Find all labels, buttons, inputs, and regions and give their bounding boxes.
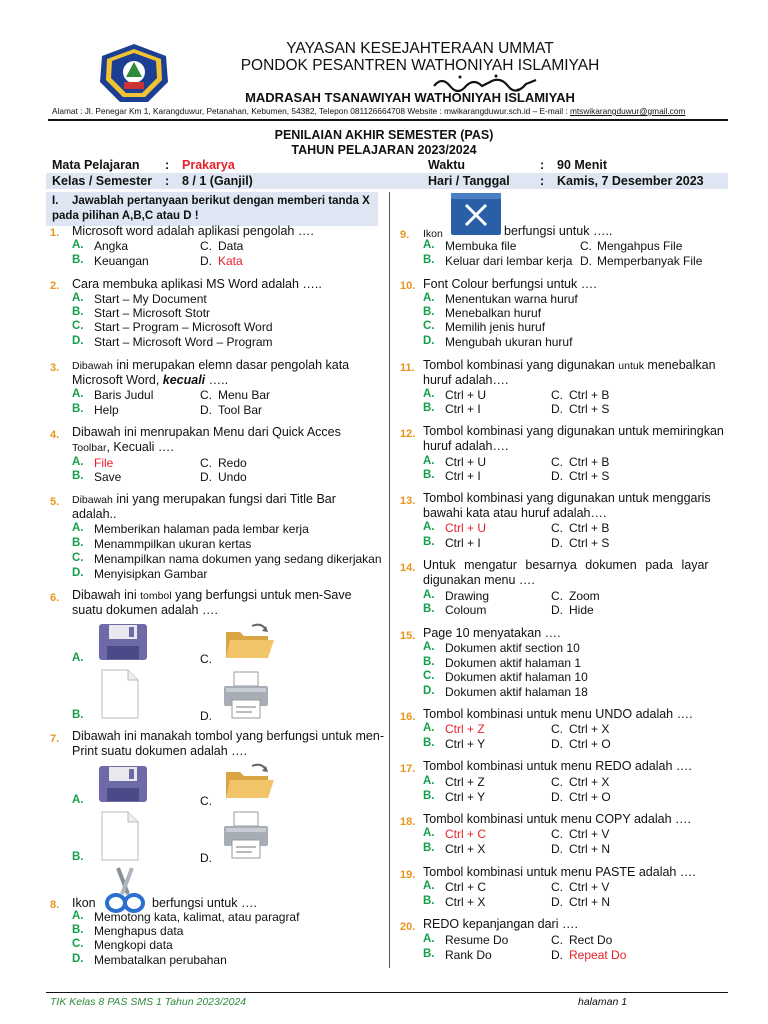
option-letter: D.: [200, 709, 212, 723]
option-c[interactable]: Mengahpus File: [597, 239, 683, 253]
option-c[interactable]: Redo: [218, 456, 247, 470]
option-letter: B.: [72, 924, 84, 936]
option-letter: B.: [72, 470, 84, 482]
option-d[interactable]: Ctrl + O: [569, 737, 611, 751]
time-value: 90 Menit: [557, 158, 608, 172]
option-letter: A.: [72, 456, 84, 468]
option-letter: D.: [72, 567, 84, 579]
option-a[interactable]: Drawing: [445, 589, 490, 603]
option-letter: B.: [72, 254, 84, 266]
option-b[interactable]: Menghapus data: [94, 924, 184, 938]
option-c[interactable]: Rect Do: [569, 933, 613, 947]
option-letter: D.: [551, 895, 563, 909]
option-c[interactable]: Mengkopi data: [94, 938, 173, 952]
question-text-2: berfungsi untuk …..: [504, 224, 613, 238]
option-a[interactable]: Start – My Document: [94, 292, 207, 306]
option-letter: B.: [72, 851, 84, 863]
option-letter: A.: [72, 239, 84, 251]
option-letter: D.: [580, 254, 592, 268]
option-letter: D.: [200, 470, 212, 484]
option-letter: C.: [551, 521, 563, 535]
option-letter: A.: [423, 292, 435, 304]
option-a[interactable]: Baris Judul: [94, 388, 154, 402]
option-letter: D.: [423, 685, 435, 697]
option-b[interactable]: Ctrl + Y: [445, 737, 486, 751]
option-a[interactable]: Resume Do: [445, 933, 509, 947]
option-letter: D.: [551, 790, 563, 804]
option-c[interactable]: Data: [218, 239, 244, 253]
option-letter: C.: [551, 589, 563, 603]
question-number: 3.: [50, 362, 60, 374]
option-letter: A.: [72, 794, 84, 806]
option-a[interactable]: Ctrl + U: [445, 521, 487, 535]
foundation-name: YAYASAN KESEJAHTERAAN UMMAT: [286, 40, 554, 57]
question-text-2: digunakan menu ….: [423, 573, 535, 587]
option-a[interactable]: Ctrl + C: [445, 827, 487, 841]
instruction-line-2: pada pilihan A,B,C atau D !: [52, 210, 199, 222]
option-letter: B.: [72, 537, 84, 549]
footer-page-number: halaman 1: [578, 996, 628, 1008]
question-text: Dibawah ini yang merupakan fungsi dari Title Bar: [72, 492, 336, 506]
question-text: Tombol kombinasi yang digunakan untuk menebalkan: [423, 358, 716, 372]
option-letter: C.: [551, 827, 563, 841]
time-label: Waktu: [428, 158, 466, 172]
question-text: Cara membuka aplikasi MS Word adalah …..: [72, 277, 322, 291]
question-text: Tombol kombinasi yang digunakan untuk memiringkan: [423, 424, 724, 438]
option-d[interactable]: Start – Microsoft Word – Program: [94, 335, 273, 349]
option-c[interactable]: Menampilkan nama dokumen yang sedang dikerjakan: [94, 552, 382, 566]
option-letter: C.: [200, 388, 212, 402]
option-letter: C.: [551, 455, 563, 469]
question-text-2: Toolbar, Kecuali ….: [72, 440, 174, 454]
option-d[interactable]: Ctrl + S: [569, 469, 610, 483]
date-colon: :: [540, 174, 545, 188]
question-number: 16.: [400, 711, 416, 723]
option-letter: A.: [423, 880, 435, 892]
option-letter: C.: [551, 722, 563, 736]
option-letter: A.: [423, 933, 435, 945]
question-number: 6.: [50, 592, 60, 604]
option-letter: B.: [423, 656, 435, 668]
option-d[interactable]: Kata: [218, 254, 243, 268]
option-letter: B.: [423, 790, 435, 802]
question-number: 9.: [400, 229, 410, 241]
option-letter: A.: [423, 827, 435, 839]
option-letter: B.: [423, 603, 435, 615]
option-letter: B.: [72, 306, 84, 318]
email-link[interactable]: mtswikarangduwur@gmail.com: [569, 106, 686, 116]
question-text: Ikon: [72, 896, 96, 910]
option-b[interactable]: Keluar dari lembar kerja: [445, 254, 573, 268]
open-folder-icon[interactable]: [222, 760, 276, 802]
question-text: Ikon: [423, 228, 443, 240]
option-c[interactable]: Menu Bar: [218, 388, 271, 402]
option-c[interactable]: Ctrl + X: [569, 775, 610, 789]
option-a[interactable]: Ctrl + C: [445, 880, 487, 894]
question-text: Dibawah ini merupakan elemn dasar pengolah kata: [72, 358, 350, 372]
question-text-2: huruf adalah….: [423, 373, 509, 387]
question-text-2: bawahi kata atau huruf adalah….: [423, 506, 607, 520]
floppy-disk-icon[interactable]: [97, 764, 149, 804]
subject-value: Prakarya: [182, 158, 235, 172]
option-d[interactable]: Ctrl + S: [569, 402, 610, 416]
option-c[interactable]: Zoom: [569, 589, 600, 603]
date-label: Hari / Tanggal: [428, 174, 510, 188]
option-letter: C.: [72, 320, 84, 332]
option-d[interactable]: Hide: [569, 603, 594, 617]
question-number: 2.: [50, 280, 60, 292]
option-b[interactable]: Coloum: [445, 603, 487, 617]
option-d[interactable]: Menyisipkan Gambar: [94, 567, 208, 581]
option-letter: A.: [423, 239, 435, 251]
option-letter: D.: [200, 851, 212, 865]
option-a[interactable]: Angka: [94, 239, 129, 253]
option-letter: B.: [423, 402, 435, 414]
question-number: 18.: [400, 816, 416, 828]
exam-year: TAHUN PELAJARAN 2023/2024: [291, 143, 477, 157]
option-a[interactable]: File: [94, 456, 114, 470]
date-value: Kamis, 7 Desember 2023: [557, 174, 704, 188]
option-a[interactable]: Memotong kata, kalimat, atau paragraf: [94, 910, 300, 924]
question-text: Dibawah ini manakah tombol yang berfungsi untuk men-: [72, 729, 384, 743]
option-letter: A.: [423, 388, 435, 400]
option-b[interactable]: Ctrl + Y: [445, 790, 486, 804]
option-c[interactable]: Start – Program – Microsoft Word: [94, 320, 273, 334]
option-letter: D.: [423, 335, 435, 347]
subject-colon: :: [165, 158, 170, 172]
option-a[interactable]: Dokumen aktif section 10: [445, 641, 580, 655]
option-letter: A.: [423, 521, 435, 533]
option-c[interactable]: Ctrl + B: [569, 388, 610, 402]
option-letter: A.: [423, 722, 435, 734]
class-value: 8 / 1 (Ganjil): [182, 174, 253, 188]
option-a[interactable]: Menentukan warna huruf: [445, 292, 578, 306]
option-d[interactable]: Ctrl + N: [569, 895, 611, 909]
option-b[interactable]: Menebalkan huruf: [445, 306, 542, 320]
question-text: Tombol kombinasi untuk menu REDO adalah ….: [423, 759, 692, 773]
option-letter: D.: [551, 948, 563, 962]
option-b[interactable]: Ctrl + X: [445, 842, 486, 856]
option-b[interactable]: Dokumen aktif halaman 1: [445, 656, 582, 670]
question-number: 20.: [400, 921, 416, 933]
school-address: Alamat : Jl. Penegar Km 1, Karangduwur, Petanahan, Kebumen, 54382, Telepon 081126664708 Website : mwikarangduwur.sch.id – E-mail : mtswikarangduwur@gmail.com: [52, 106, 686, 116]
option-letter: C.: [200, 239, 212, 253]
option-b[interactable]: Ctrl + I: [445, 536, 481, 550]
option-letter: C.: [551, 880, 563, 894]
question-number: 17.: [400, 763, 416, 775]
question-text-2: Microsoft Word, kecuali …..: [72, 373, 229, 387]
madrasah-name: MADRASAH TSANAWIYAH WATHONIYAH ISLAMIYAH: [245, 90, 575, 105]
option-letter: B.: [423, 737, 435, 749]
question-text: Tombol kombinasi untuk menu PASTE adalah ….: [423, 865, 696, 879]
header-divider: [48, 119, 728, 121]
footer-divider: [46, 992, 728, 993]
instruction-line-1: Jawablah pertanyaan berikut dengan memberi tanda X: [72, 195, 370, 207]
option-letter: A.: [72, 910, 84, 922]
question-number: 10.: [400, 280, 416, 292]
option-letter: C.: [72, 552, 84, 564]
question-text-2: berfungsi untuk ….: [152, 896, 257, 910]
question-text: REDO kepanjangan dari ….: [423, 917, 578, 931]
question-text: Dibawah ini tombol yang berfungsi untuk men-Save: [72, 588, 352, 602]
option-letter: A.: [423, 641, 435, 653]
option-letter: C.: [551, 388, 563, 402]
option-d[interactable]: Mengubah ukuran huruf: [445, 335, 573, 349]
option-a[interactable]: Ctrl + Z: [445, 722, 485, 736]
option-a[interactable]: Ctrl + Z: [445, 775, 485, 789]
option-letter: B.: [423, 469, 435, 481]
option-c[interactable]: Memilih jenis huruf: [445, 320, 546, 334]
question-number: 14.: [400, 562, 416, 574]
option-b[interactable]: Rank Do: [445, 948, 492, 962]
option-d[interactable]: Memperbanyak File: [597, 254, 703, 268]
option-letter: A.: [423, 455, 435, 467]
question-number: 19.: [400, 869, 416, 881]
option-d[interactable]: Dokumen aktif halaman 18: [445, 685, 588, 699]
class-colon: :: [165, 174, 170, 188]
option-letter: D.: [200, 254, 212, 268]
option-letter: C.: [580, 239, 592, 253]
question-text: Page 10 menyatakan ….: [423, 626, 561, 640]
section-number: I.: [52, 195, 59, 207]
option-c[interactable]: Ctrl + B: [569, 455, 610, 469]
option-letter: D.: [200, 403, 212, 417]
question-text: Font Colour berfungsi untuk ….: [423, 277, 597, 291]
question-text-2: adalah..: [72, 507, 117, 521]
question-text: Dibawah ini menrupakan Menu dari Quick Acces: [72, 425, 341, 439]
option-b[interactable]: Help: [94, 403, 119, 417]
question-text: Tombol kombinasi yang digunakan untuk menggaris: [423, 491, 711, 505]
option-letter: D.: [551, 842, 563, 856]
arabic-calligraphy-icon: [430, 72, 540, 92]
printer-icon[interactable]: [222, 810, 270, 860]
option-letter: C.: [423, 670, 435, 682]
question-number: 12.: [400, 428, 416, 440]
option-letter: A.: [72, 292, 84, 304]
option-c[interactable]: Ctrl + B: [569, 521, 610, 535]
time-colon: :: [540, 158, 545, 172]
option-b[interactable]: Start – Microsoft Stotr: [94, 306, 211, 320]
option-letter: D.: [551, 402, 563, 416]
option-b[interactable]: Keuangan: [94, 254, 149, 268]
option-d[interactable]: Tool Bar: [218, 403, 263, 417]
option-a[interactable]: Ctrl + U: [445, 388, 487, 402]
option-b[interactable]: Ctrl + I: [445, 469, 481, 483]
option-b[interactable]: Ctrl + I: [445, 402, 481, 416]
open-folder-icon[interactable]: [222, 620, 276, 662]
option-letter: D.: [72, 953, 84, 965]
printer-icon[interactable]: [222, 670, 270, 720]
option-letter: B.: [423, 895, 435, 907]
option-letter: B.: [423, 536, 435, 548]
option-a[interactable]: Membuka file: [445, 239, 517, 253]
option-d[interactable]: Repeat Do: [569, 948, 627, 962]
question-text-2: huruf adalah….: [423, 439, 509, 453]
option-letter: D.: [551, 536, 563, 550]
option-letter: A.: [72, 652, 84, 664]
class-label: Kelas / Semester: [52, 174, 153, 188]
option-letter: B.: [72, 403, 84, 415]
option-letter: A.: [72, 388, 84, 400]
option-letter: B.: [423, 306, 435, 318]
question-number: 7.: [50, 733, 60, 745]
floppy-disk-icon[interactable]: [97, 622, 149, 662]
option-a[interactable]: Memberikan halaman pada lembar kerja: [94, 522, 309, 536]
option-letter: B.: [423, 842, 435, 854]
option-d[interactable]: Undo: [218, 470, 247, 484]
option-letter: C.: [200, 456, 212, 470]
question-number: 4.: [50, 429, 60, 441]
option-b[interactable]: Save: [94, 470, 122, 484]
option-letter: D.: [551, 603, 563, 617]
option-c[interactable]: Ctrl + X: [569, 722, 610, 736]
subject-label: Mata Pelajaran: [52, 158, 140, 172]
close-x-icon[interactable]: [451, 193, 501, 235]
question-text-2: suatu dokumen adalah ….: [72, 603, 218, 617]
question-number: 11.: [400, 362, 415, 374]
exam-title: PENILAIAN AKHIR SEMESTER (PAS): [274, 128, 494, 142]
option-letter: C.: [551, 933, 563, 947]
blank-document-icon[interactable]: [100, 810, 140, 862]
question-number: 13.: [400, 495, 416, 507]
question-text: Tombol kombinasi untuk menu UNDO adalah ….: [423, 707, 693, 721]
option-letter: C.: [551, 775, 563, 789]
option-letter: C.: [72, 938, 84, 950]
option-letter: A.: [423, 775, 435, 787]
option-c[interactable]: Ctrl + V: [569, 827, 610, 841]
scissors-icon[interactable]: [102, 866, 148, 914]
question-number: 8.: [50, 899, 60, 911]
option-c[interactable]: Ctrl + V: [569, 880, 610, 894]
option-letter: A.: [72, 522, 84, 534]
option-c[interactable]: Dokumen aktif halaman 10: [445, 670, 588, 684]
option-letter: D.: [551, 469, 563, 483]
option-letter: D.: [551, 737, 563, 751]
option-letter: D.: [72, 335, 84, 347]
option-letter: C.: [200, 652, 212, 666]
option-d[interactable]: Membatalkan perubahan: [94, 953, 227, 967]
column-divider: [389, 192, 390, 968]
option-letter: C.: [423, 320, 435, 332]
question-text: Tombol kombinasi untuk menu COPY adalah ….: [423, 812, 691, 826]
option-letter: B.: [423, 254, 435, 266]
option-b[interactable]: Menammpilkan ukuran kertas: [94, 537, 252, 551]
option-d[interactable]: Ctrl + S: [569, 536, 610, 550]
option-a[interactable]: Ctrl + U: [445, 455, 487, 469]
question-text: Microsoft word adalah aplikasi pengolah ….: [72, 224, 314, 238]
option-letter: B.: [423, 948, 435, 960]
question-text: Untuk mengatur besarnya dokumen pada layar: [423, 558, 709, 572]
question-number: 15.: [400, 630, 416, 642]
option-d[interactable]: Ctrl + N: [569, 842, 611, 856]
blank-document-icon[interactable]: [100, 668, 140, 720]
option-letter: B.: [72, 709, 84, 721]
question-number: 5.: [50, 496, 60, 508]
option-letter: A.: [423, 589, 435, 601]
option-d[interactable]: Ctrl + O: [569, 790, 611, 804]
question-number: 1.: [50, 227, 60, 239]
option-b[interactable]: Ctrl + X: [445, 895, 486, 909]
footer-course-info: TIK Kelas 8 PAS SMS 1 Tahun 2023/2024: [50, 996, 247, 1008]
option-letter: C.: [200, 794, 212, 808]
question-text-2: Print suatu dokumen adalah ….: [72, 744, 248, 758]
pesantren-name: PONDOK PESANTREN WATHONIYAH ISLAMIYAH: [240, 57, 600, 74]
